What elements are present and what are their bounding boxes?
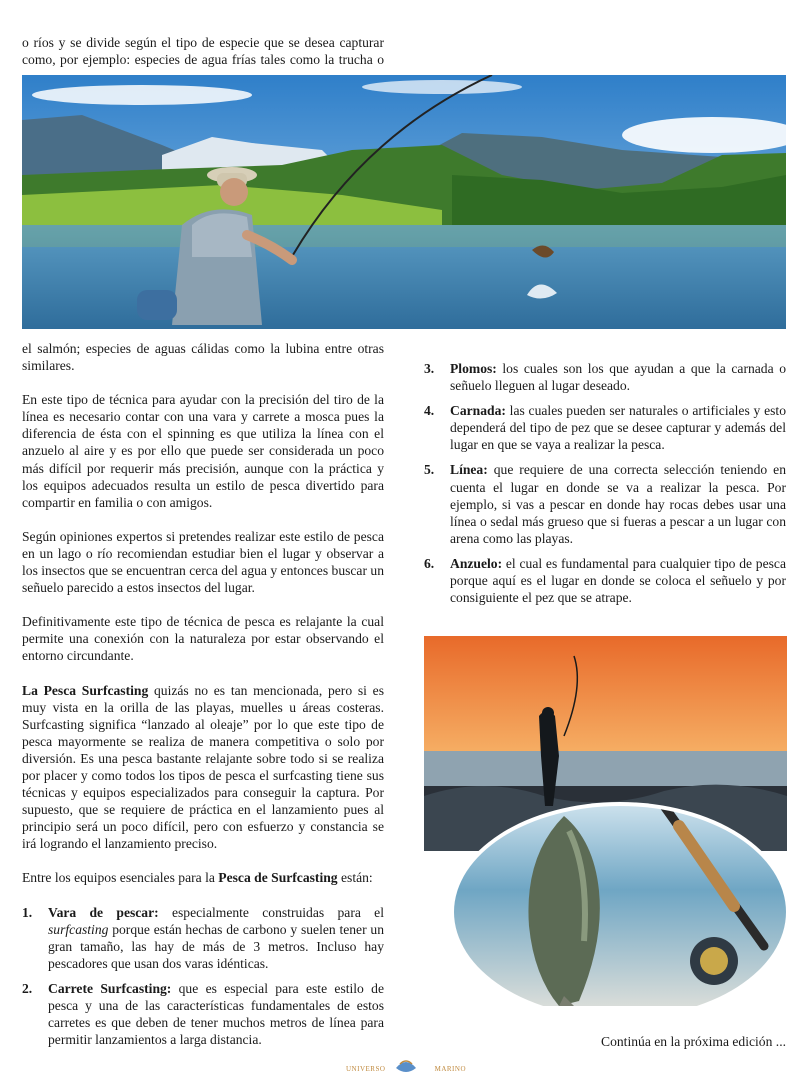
paragraph-technique: En este tipo de técnica para ayudar con la precisión del tiro de la línea es necesario contar con una vara y carrete a mosca pues la diferencia de ésta con el spinning es que utiliza la línea con el anzuelo al aire y es por ello que puede ser considerada un poco más difícil por requerir más precisión, aunque con la práctica y los equipos adecuados resulta un estilo de pesca divertido para compartir en familia o con amigos. [22, 392, 384, 510]
item-text: que requiere de una correcta selección teniendo en cuenta el lugar en donde se va a realizar la pesca. Por ejemplo, si vas a pescar en donde hay rocas debes usar una línea o sedal más grueso que si fueras a pescar a un lugar con arena como las playas. [450, 462, 786, 546]
item-text: que es especial para este estilo de pesca y una de las características fundamentales de estos carretes es que deben de tener muchos metros de línea para permitir lanzamientos a larga distancia. [48, 980, 384, 1048]
surfcasting-photo [424, 636, 787, 1006]
list-item [424, 555, 786, 606]
item-text: los cuales son los que ayudan a que la carnada o señuelo lleguen al lugar deseado. [450, 361, 786, 394]
paragraph-experts: Según opiniones expertos si pretendes realizar este estilo de pesca en un lago o río recomiendan estudiar bien el lugar y observar a los insectos que se encuentran cerca del agua y entonces buscar un señuelo parecido a estos insectos del lugar. [22, 528, 384, 596]
equipment-intro-bold: Pesca de Surfcasting [218, 870, 338, 886]
logo-left-text: UNIVERSO [346, 1065, 386, 1073]
item-number: 4. [424, 403, 435, 419]
paragraph-salmon: el salmón; especies de aguas cálidas como la lubina entre otras similares. [22, 341, 384, 374]
paragraph-relaxing: Definitivamente este tipo de técnica de pesca es relajante la cual permite una conexión con la naturaleza por estar observando el entorno circundante. [22, 614, 384, 664]
left-column [22, 340, 384, 1056]
item-number: 1. [22, 904, 33, 920]
intro-line-1: o ríos y se divide según el tipo de especie que se desea capturar [22, 35, 384, 50]
item-title: Plomos: [450, 361, 497, 376]
item-italic: surfcasting [48, 921, 109, 937]
list-item [22, 904, 384, 972]
list-item [22, 980, 384, 1048]
equipment-list-right [424, 360, 786, 606]
item-title: Vara de pescar: [48, 904, 159, 920]
list-item [424, 360, 786, 394]
item-text: el cual es fundamental para cualquier tipo de pesca porque aquí es el lugar en donde se coloca el señuelo y por consiguiente el pez que se atrape. [450, 555, 786, 606]
fly-fishing-photo [22, 75, 786, 329]
intro-text [22, 34, 384, 68]
equipment-intro-post: están: [337, 870, 373, 886]
item-title: Carrete Surfcasting: [48, 980, 172, 996]
equipment-list-left [22, 904, 384, 1049]
intro-line-2: como, por ejemplo: especies de agua frías tales como la trucha o [22, 52, 384, 68]
continue-note: Continúa en la próxima edición ... [601, 1034, 786, 1049]
paragraph-surfcasting [22, 682, 384, 853]
surfcasting-heading: La Pesca Surfcasting [22, 682, 149, 698]
surfcasting-text: quizás no es tan mencionada, pero si es muy vista en la orilla de las playas, muelles u áreas costeras. Surfcasting significa “lanzado al oleaje” por lo que este tipo de pesca mayormente se realiza de manera competitiva o solo por diversión. Es una pesca bastante relajante sobre todo si se realiza por placer y como todos los tipos de pesca el surfcasting tiene sus técnicas y equipos especializados para conseguir la captura. Por supuesto, que se requiere de práctica en el lanzamiento pues al principio será un poco difícil, pero con esfuerzo y constancia se irá logrando el lanzamiento preciso. [22, 682, 384, 852]
item-title: Anzuelo: [450, 555, 503, 571]
list-item [424, 402, 786, 453]
item-text: porque están hechas de carbono y suelen tener un gran tamaño, las hay de más de 3 metros. Incluso hay pescadores que usan dos varas idénticas. [48, 921, 384, 971]
fish-logo-icon [394, 1058, 418, 1076]
item-number: 3. [424, 361, 435, 376]
logo-right-text: MARINO [434, 1065, 466, 1073]
item-text: especialmente construidas para el [158, 904, 384, 920]
item-number: 2. [22, 980, 33, 996]
item-number: 5. [424, 462, 435, 478]
item-number: 6. [424, 555, 435, 571]
universo-marino-logo [346, 1058, 466, 1078]
item-text: las cuales pueden ser naturales o artificiales y esto dependerá del tipo de pez que se desee capturar y además del lugar en que se vaya a realizar la pesca. [450, 403, 786, 453]
right-column [424, 360, 786, 614]
item-title: Línea: [450, 462, 488, 478]
list-item [424, 461, 786, 546]
paragraph-equipment-intro [22, 869, 384, 886]
equipment-intro-pre: Entre los equipos esenciales para la [22, 870, 219, 886]
item-title: Carnada: [450, 403, 506, 419]
